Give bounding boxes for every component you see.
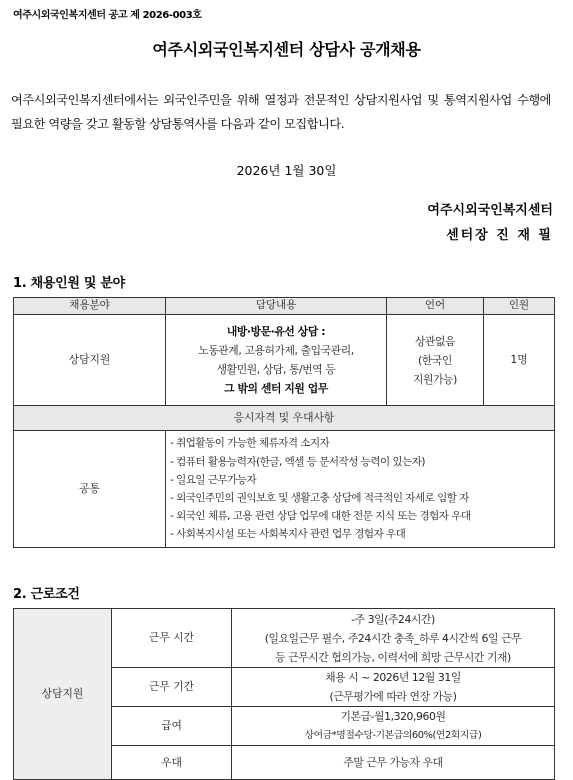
- qualification-item: - 취업활동이 가능한 체류자격 소지자: [170, 437, 330, 450]
- condition-label: 우대: [112, 746, 232, 780]
- header-cell-language: 언어: [387, 298, 484, 315]
- condition-line: 상여금*명절수당-기본급의60%(연2회지급): [304, 730, 482, 741]
- language-line: (한국인: [418, 353, 452, 367]
- director-name: 센터장 진 재 필: [446, 228, 553, 243]
- condition-value: [232, 707, 555, 746]
- qualification-item: - 일요일 근무가능자: [170, 473, 257, 486]
- duties-cell: [166, 315, 387, 406]
- duty-line: 노동관계, 고용허가제, 출입국관리,: [198, 344, 354, 357]
- condition-line: -주 3일(주24시간): [351, 612, 435, 626]
- duty-line: 내방·방문·유선 상담 :: [226, 325, 326, 338]
- qualifications-header: 응시자격 및 우대사항: [14, 406, 555, 431]
- announcement-date: 2026년 1월 30일: [236, 163, 337, 178]
- conditions-field-cell: 상담지원: [14, 609, 112, 780]
- section-heading-recruitment: 1. 채용인원 및 분야: [13, 276, 125, 291]
- condition-line: (일요일근무 필수, 주24시간 충족_하루 4시간씩 6일 근무: [264, 631, 522, 645]
- header-cell-duties: 담당내용: [166, 298, 387, 315]
- condition-line: 채용 시 ~ 2026년 12월 31일: [325, 671, 461, 684]
- section-heading-conditions: 2. 근로조건: [13, 587, 80, 602]
- count-cell: 1명: [484, 315, 555, 406]
- organization-name: 여주시외국인복지센터: [427, 203, 553, 218]
- header-cell-field: 채용분야: [14, 298, 166, 315]
- condition-line: 등 근무시간 협의가능, 이력서에 희망 근무시간 기재): [275, 650, 511, 664]
- duty-line: 그 밖의 센터 지원 업무: [224, 382, 328, 395]
- recruitment-table: [13, 297, 555, 548]
- field-cell: 상담지원: [14, 315, 166, 406]
- page-title: 여주시외국인복지센터 상담사 공개채용: [152, 40, 421, 59]
- qualification-item: - 컴퓨터 활용능력자(한글, 엑셀 등 문서작성 능력이 있는자): [170, 455, 425, 468]
- condition-value: [232, 668, 555, 707]
- language-line: 지원가능): [413, 372, 457, 386]
- condition-label: 근무 시간: [112, 609, 232, 668]
- condition-label: 급여: [112, 707, 232, 746]
- duty-line: 생활민원, 상담, 통/번역 등: [216, 363, 336, 376]
- intro-paragraph: 여주시외국인복지센터에서는 외국인주민을 위해 열정과 전문적인 상담지원사업 및 통역지원사업 수행에 필요한 역량을 갖고 활동할 상담통역사를 다음과 같이 모집합니다.: [11, 93, 551, 131]
- conditions-table: [13, 608, 555, 780]
- language-cell: [387, 315, 484, 406]
- qualifications-cell: [166, 431, 555, 548]
- condition-line: 기본급-월1,320,960원: [340, 710, 446, 723]
- common-label-cell: 공통: [14, 431, 166, 548]
- condition-line: (근무평가에 따라 연장 가능): [329, 690, 457, 703]
- header-cell-count: 인원: [484, 298, 555, 315]
- qualification-item: - 외국인주민의 권익보호 및 생활고충 상담에 적극적인 자세로 임할 자: [170, 492, 469, 504]
- qualification-item: - 외국인 체류, 고용 관련 상담 업무에 대한 전문 지식 또는 경험자 우대: [170, 510, 471, 523]
- condition-value: [232, 746, 555, 780]
- condition-line: 주말 근무 가능자 우대: [343, 756, 443, 769]
- qualification-item: - 사회복지시설 또는 사회복지사 관련 업무 경험자 우대: [170, 528, 406, 541]
- language-line: 상관없음: [414, 334, 456, 348]
- condition-label: 근무 기간: [112, 668, 232, 707]
- condition-value: [232, 609, 555, 668]
- announcement-number: 여주시외국인복지센터 공고 제 2026-003호: [13, 10, 202, 21]
